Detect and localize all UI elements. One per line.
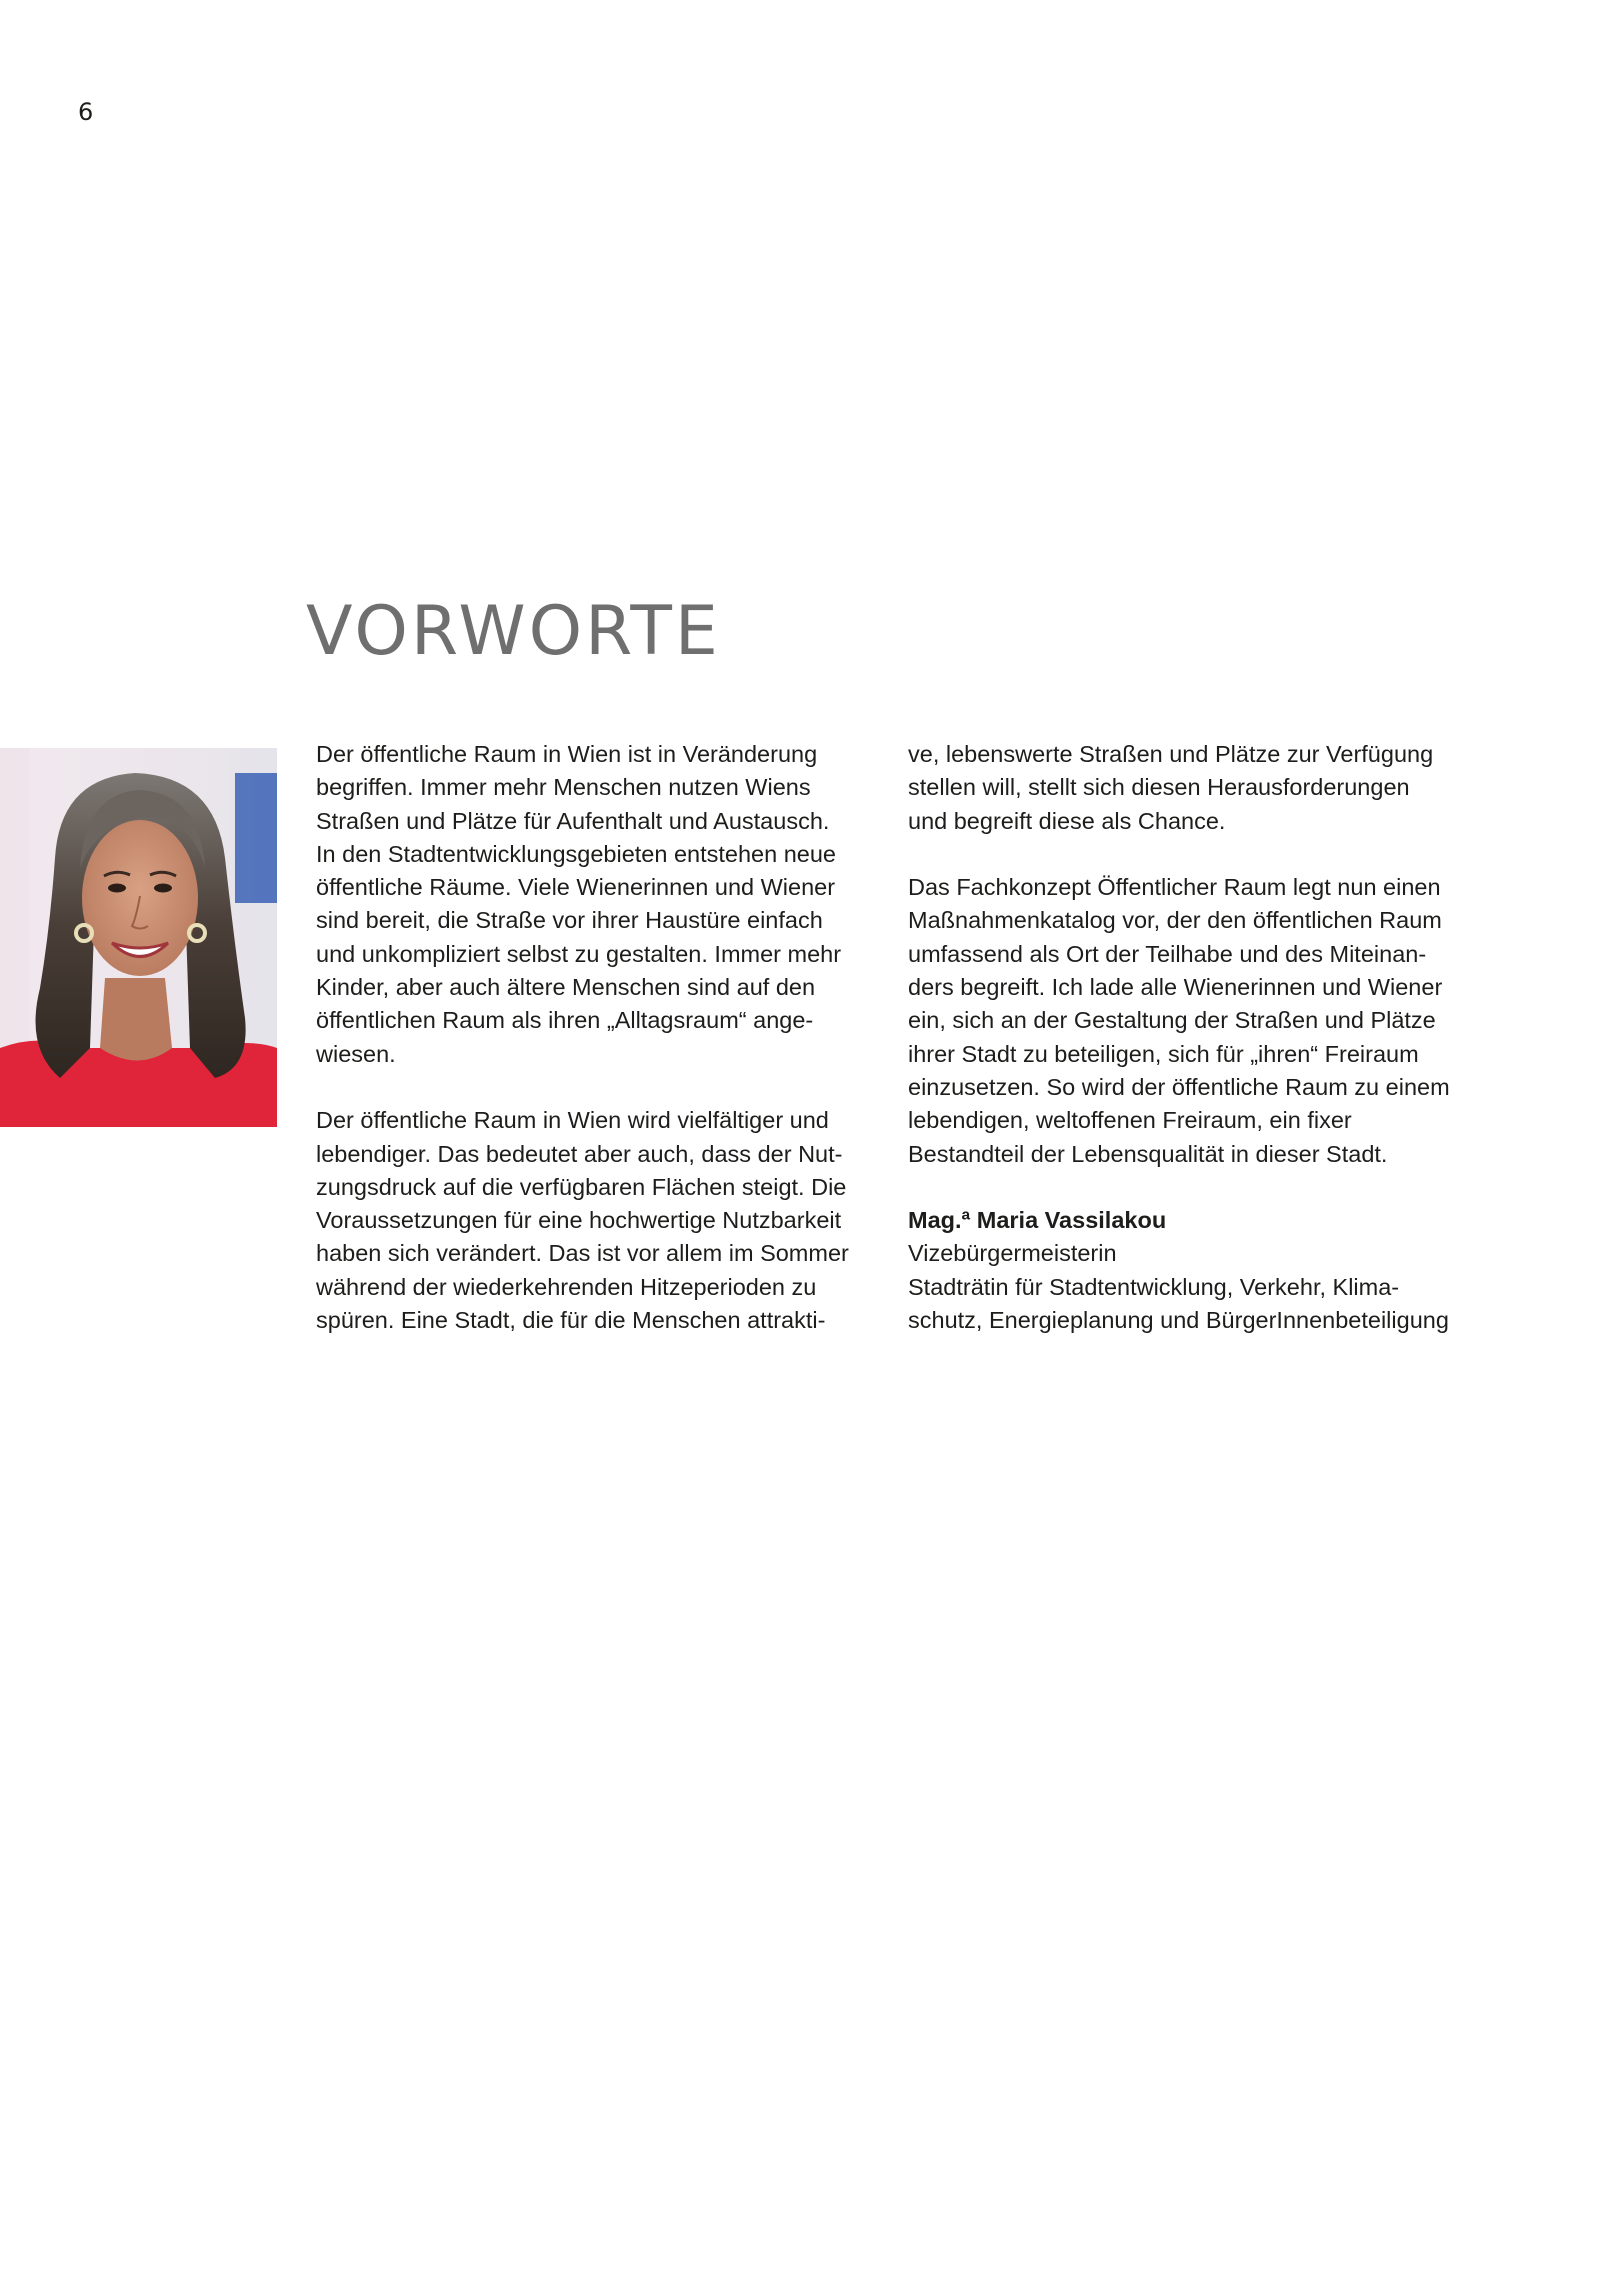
signature-role: Vizebürgermeisterin	[908, 1240, 1117, 1267]
page-number: 6	[78, 98, 94, 126]
text-column-right	[908, 738, 1488, 1337]
signature	[908, 1204, 1488, 1337]
paragraph: Der öffentliche Raum in Wien ist in Veränderung begriffen. Immer mehr Menschen nutzen Wiens Straßen und Plätze für Aufenthalt und Austausch. In den Stadtentwicklungsgebieten entstehen neue öffentliche Räume. Viele Wienerinnen und Wiener sind bereit, die Straße vor ihrer Haustüre einfach und unkompliziert selbst zu gestalten. Immer mehr Kinder, aber auch ältere Menschen sind auf den öffentlichen Raum als ihren „Alltagsraum“ ange- wiesen.	[316, 741, 842, 1067]
paragraph: ve, lebenswerte Straßen und Plätze zur Verfügung stellen will, stellt sich diesen Herausforderungen und begreift diese als Chance.	[908, 741, 1434, 834]
signature-office: Stadträtin für Stadtentwicklung, Verkehr, Klima- schutz, Energieplanung und BürgerInnenbeteiligung	[908, 1273, 1449, 1334]
text-column-left	[316, 738, 896, 1337]
page-title: VORWORTE	[306, 592, 721, 671]
paragraph: Das Fachkonzept Öffentlicher Raum legt nun einen Maßnahmenkatalog vor, der den öffentlichen Raum umfassend als Ort der Teilhabe und des Miteinan- ders begreift. Ich lade alle Wienerinnen und Wiener ein, sich an der Gestaltung der Straßen und Plätze ihrer Stadt zu beteiligen, sich für „ihren“ Freiraum einzusetzen. So wird der öffentliche Raum zu einem lebendigen, weltoffenen Freiraum, ein fixer Bestandteil der Lebensqualität in dieser Stadt.	[908, 874, 1450, 1167]
signature-name: Mag.ª Maria Vassilakou	[908, 1207, 1167, 1234]
portrait-photo	[0, 748, 277, 1127]
paragraph: Der öffentliche Raum in Wien wird vielfältiger und lebendiger. Das bedeutet aber auch, dass der Nut- zungsdruck auf die verfügbaren Flächen steigt. Die Voraussetzungen für eine hochwertige Nutzbarkeit haben sich verändert. Das ist vor allem im Sommer während der wiederkehrenden Hitzeperioden zu spüren. Eine Stadt, die für die Menschen attrakti-	[316, 1107, 849, 1334]
author-portrait	[0, 748, 277, 1127]
